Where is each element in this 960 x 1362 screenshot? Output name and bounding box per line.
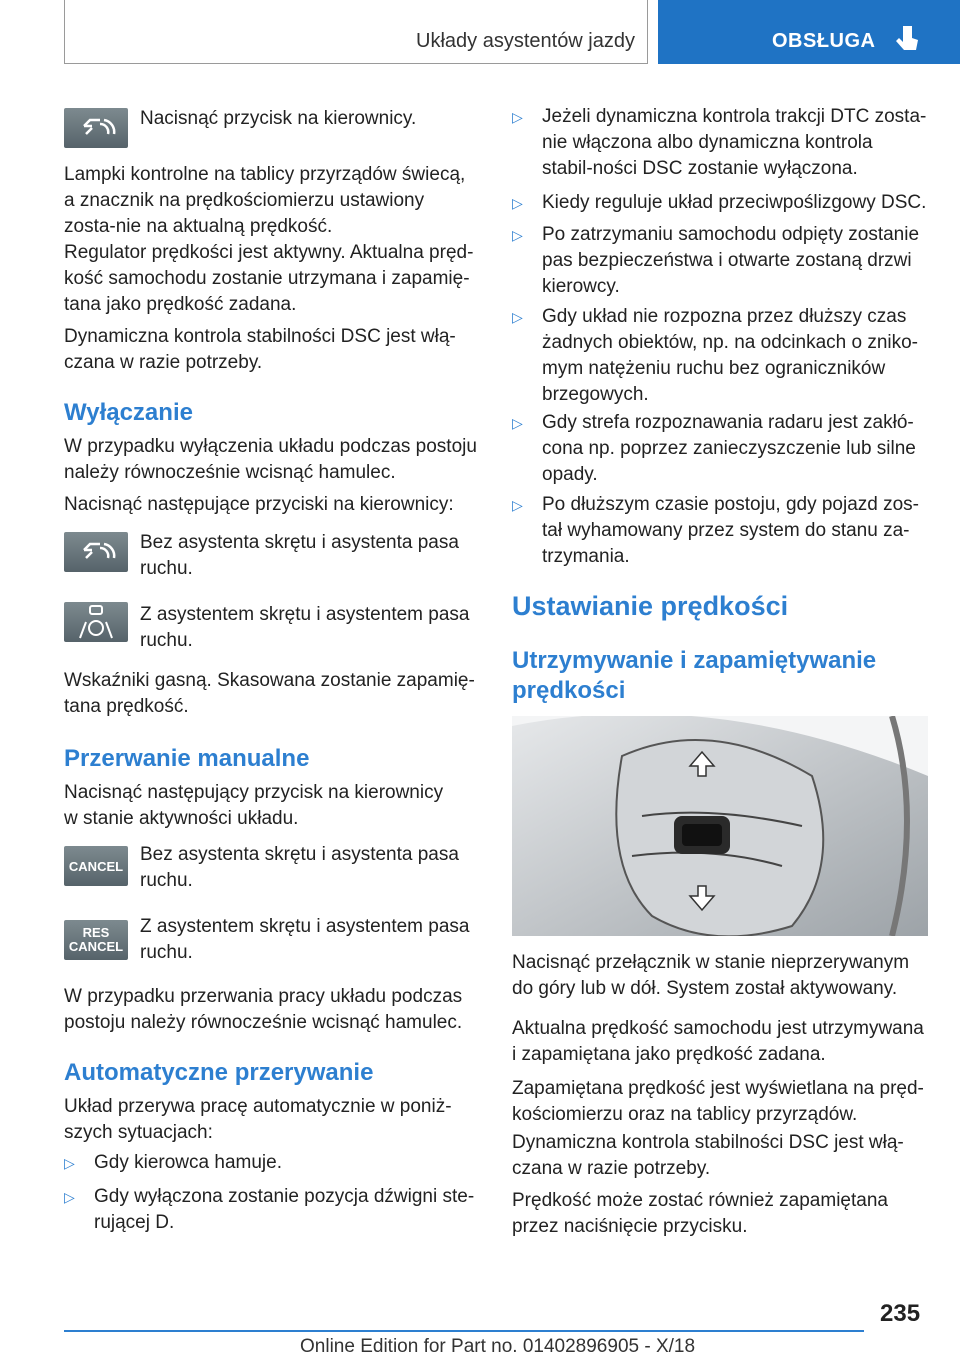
section-heading: Automatyczne przerywanie — [64, 1059, 374, 1086]
triangle-bullet-icon: ▷ — [512, 415, 523, 431]
edition-footer: Online Edition for Part no. 01402896905 - X/18 — [300, 1336, 696, 1357]
cancel-button-icon — [64, 846, 128, 886]
section-heading: Utrzymywanie i zapamiętywanie prędkości — [512, 647, 877, 704]
icon-row-text: Z asystentem skrętu i asystentem pasa ruchu. — [140, 916, 470, 963]
list-item: ▷ Gdy kierowca hamuje. — [64, 1150, 478, 1176]
steering-wheel-switch-photo — [512, 716, 928, 936]
triangle-bullet-icon: ▷ — [64, 1155, 75, 1171]
list-item: ▷ Gdy układ nie rozpozna przez dłuższy czas żadnych obiektów, np. na odcinkach o zniko‐mym natężeniu ruchu bez ograniczników brzegowych. — [512, 306, 919, 405]
paragraph: Aktualna prędkość samochodu jest utrzymywana i zapamiętana jako prędkość zadana. — [512, 1018, 924, 1065]
chapter-heading: Ustawianie prędkości — [512, 591, 789, 621]
paragraph: W przypadku przerwania pracy układu podczas postoju należy równocześnie wcisnąć hamulec. — [64, 986, 463, 1033]
paragraph: Regulator prędkości jest aktywny. Aktualna pręd‐kość samochodu zostanie utrzymana i zapamię‐tana jako prędkość zadana. — [64, 242, 474, 315]
section-heading: Przerwanie manualne — [64, 745, 310, 772]
section-title: Układy asystentów jazdy — [416, 30, 635, 52]
page-number: 235 — [880, 1300, 921, 1327]
triangle-bullet-icon: ▷ — [512, 195, 523, 211]
icon-row-text: Z asystentem skrętu i asystentem pasa ruchu. — [140, 604, 470, 651]
paragraph: W przypadku wyłączenia układu podczas postoju należy równocześnie wcisnąć hamulec. — [64, 436, 477, 483]
res-cancel-button-icon — [64, 920, 128, 960]
list-item: ▷ Gdy strefa rozpoznawania radaru jest zakłó‐cona np. poprzez zanieczyszczenie lub silne opady. — [512, 412, 916, 485]
chapter-tab[interactable] — [658, 0, 960, 64]
list-item: ▷ Po zatrzymaniu samochodu odpięty zostanie pas bezpieczeństwa i otwarte zostaną drzwi kierowcy. — [512, 224, 920, 297]
paragraph: Prędkość może zostać również zapamiętana przez naciśnięcie przycisku. — [512, 1190, 888, 1237]
chapter-tab-label: OBSŁUGA — [772, 30, 876, 52]
section-heading: Wyłączanie — [64, 399, 193, 426]
header-section-box — [64, 0, 648, 64]
paragraph: Wskaźniki gasną. Skasowana zostanie zapamię‐tana prędkość. — [64, 670, 475, 717]
cancel-label: CANCEL — [68, 858, 124, 874]
paragraph: Układ przerywa pracę automatycznie w poniż‐szych sytuacjach: — [64, 1096, 452, 1143]
paragraph: Nacisnąć następujący przycisk na kierownicy w stanie aktywności układu. — [64, 782, 444, 829]
icon-row-text: Nacisnąć przycisk na kierownicy. — [140, 108, 417, 129]
triangle-bullet-icon: ▷ — [512, 227, 523, 243]
icon-row-text: Bez asystenta skrętu i asystenta pasa ruchu. — [140, 532, 459, 579]
icon-row-text: Bez asystenta skrętu i asystenta pasa ruchu. — [140, 844, 459, 891]
cruise-control-button-icon — [64, 532, 128, 572]
hand-pointer-icon — [894, 24, 922, 56]
cancel-label: CANCEL — [68, 939, 124, 954]
list-item: ▷ Po dłuższym czasie postoju, gdy pojazd zos‐tał wyhamowany przez system do stanu za‐trzymania. — [512, 494, 920, 567]
paragraph: Dynamiczna kontrola stabilności DSC jest włą‐czana w razie potrzeby. — [64, 326, 456, 373]
list-item: ▷ Kiedy reguluje układ przeciwpoślizgowy DSC. — [512, 190, 928, 216]
list-item: ▷ Gdy wyłączona zostanie pozycja dźwigni ste‐rującej D. — [64, 1186, 475, 1233]
paragraph: Lampki kontrolne na tablicy przyrządów świecą, a znacznik na prędkościomierzu ustawiony zosta‐nie na aktualną prędkość. — [64, 164, 466, 237]
paragraph: Dynamiczna kontrola stabilności DSC jest włą‐czana w razie potrzeby. — [512, 1132, 904, 1179]
res-label: RES — [82, 925, 110, 940]
triangle-bullet-icon: ▷ — [512, 309, 523, 325]
triangle-bullet-icon: ▷ — [512, 497, 523, 513]
assist-button-icon — [64, 602, 128, 642]
list-item: ▷ Jeżeli dynamiczna kontrola trakcji DTC zosta‐nie włączona albo dynamiczna kontrola stabil‐ności DSC zostanie wyłączona. — [512, 106, 927, 179]
triangle-bullet-icon: ▷ — [512, 109, 523, 125]
paragraph: Zapamiętana prędkość jest wyświetlana na pręd‐kościomierzu oraz na tablicy przyrządów. — [512, 1078, 924, 1125]
triangle-bullet-icon: ▷ — [64, 1189, 75, 1205]
footer-rule — [64, 1330, 864, 1332]
paragraph: Nacisnąć następujące przyciski na kierownicy: — [64, 494, 454, 515]
cruise-control-button-icon — [64, 108, 128, 148]
paragraph: Nacisnąć przełącznik w stanie nieprzerywanym do góry lub w dół. System został aktywowany. — [512, 952, 910, 999]
